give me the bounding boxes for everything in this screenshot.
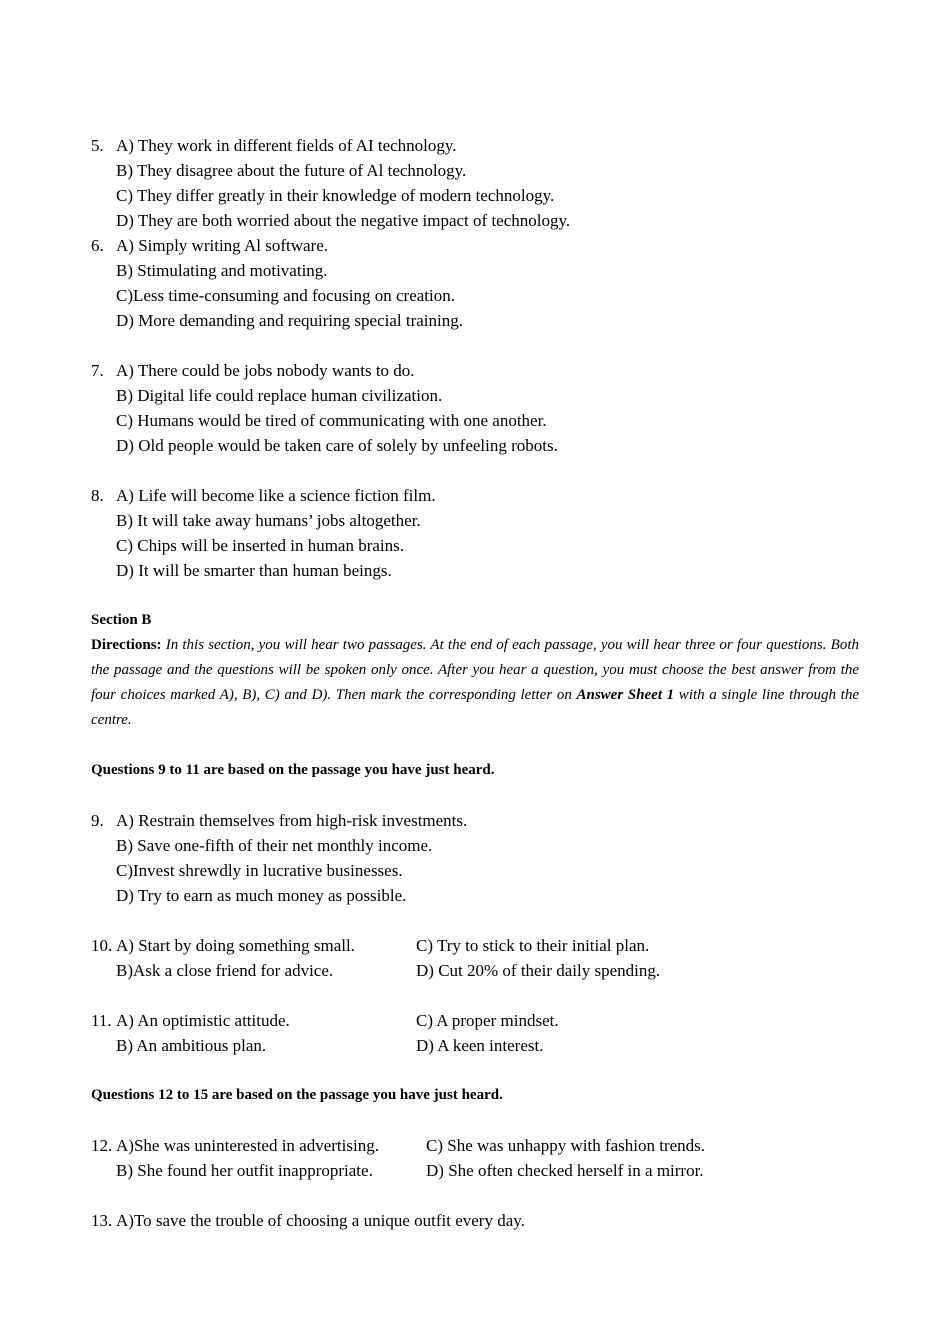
- option-a: A) Start by doing something small.: [116, 936, 355, 955]
- option-c: C) She was unhappy with fashion trends.: [426, 1136, 706, 1155]
- option-d: D) A keen interest.: [416, 1036, 544, 1055]
- exam-page: [91, 133, 859, 1233]
- option-b: B) Save one-fifth of their net monthly income.: [116, 836, 433, 855]
- option-d: D) They are both worried about the negative impact of technology.: [116, 211, 571, 230]
- option-a: A) There could be jobs nobody wants to do.: [116, 361, 415, 380]
- section-title: Section B: [91, 612, 152, 628]
- question-13: [91, 1208, 859, 1233]
- option-a: A) Simply writing Al software.: [116, 236, 329, 255]
- option-c: C) Try to stick to their initial plan.: [416, 936, 650, 955]
- option-c: C) They differ greatly in their knowledge of modern technology.: [116, 186, 555, 205]
- option-a: A) Life will become like a science fiction film.: [116, 486, 436, 505]
- question-12: [91, 1133, 859, 1158]
- option-a: A) They work in different fields of AI technology.: [116, 136, 457, 155]
- question-number: 9.: [91, 811, 104, 830]
- option-d: D) Cut 20% of their daily spending.: [416, 961, 661, 980]
- option-d: D) Try to earn as much money as possible.: [116, 886, 407, 905]
- question-10: [91, 933, 859, 958]
- question-number: 11.: [91, 1011, 112, 1030]
- question-number: 12.: [91, 1136, 113, 1155]
- question-number: 6.: [91, 236, 104, 255]
- group-heading-9-11: Questions 9 to 11 are based on the passage you have just heard.: [91, 762, 495, 778]
- option-b: B) Digital life could replace human civilization.: [116, 386, 443, 405]
- option-a: A) An optimistic attitude.: [116, 1011, 290, 1030]
- option-b: B) An ambitious plan.: [116, 1036, 267, 1055]
- option-b: B) Stimulating and motivating.: [116, 261, 328, 280]
- directions-text: In this section, you will hear two passages. At the end of each passage, you will hear three or four questions. Both the passage and the questions will be spoken only once. After you hear a question, you must choose the best answer from the four choices marked A), B), C) and D). Then mark the corresponding letter on: [91, 637, 859, 703]
- option-b: B) It will take away humans’ jobs altogether.: [116, 511, 421, 530]
- option-c: C) Chips will be inserted in human brains.: [116, 536, 405, 555]
- option-a: A)She was uninterested in advertising.: [116, 1136, 379, 1155]
- option-b: B)Ask a close friend for advice.: [116, 961, 334, 980]
- option-c: C) Humans would be tired of communicating with one another.: [116, 411, 547, 430]
- question-number: 13.: [91, 1211, 113, 1230]
- question-number: 8.: [91, 486, 104, 505]
- option-d: D) She often checked herself in a mirror.: [426, 1161, 704, 1180]
- question-7: [91, 358, 859, 383]
- option-a: A) Restrain themselves from high-risk investments.: [116, 811, 468, 830]
- question-number: 7.: [91, 361, 104, 380]
- group-heading-12-15: Questions 12 to 15 are based on the passage you have just heard.: [91, 1087, 503, 1103]
- directions: [91, 633, 859, 733]
- option-c: C)Invest shrewdly in lucrative businesses.: [116, 861, 403, 880]
- question-number: 10.: [91, 936, 113, 955]
- option-c: C) A proper mindset.: [416, 1011, 559, 1030]
- directions-label: Directions:: [91, 637, 162, 653]
- question-9: [91, 808, 859, 833]
- answer-sheet-label: Answer Sheet 1: [576, 687, 675, 703]
- question-number: 5.: [91, 136, 104, 155]
- question-8: [91, 483, 859, 508]
- option-a: A)To save the trouble of choosing a unique outfit every day.: [116, 1211, 525, 1230]
- option-c: C)Less time-consuming and focusing on creation.: [116, 286, 455, 305]
- question-11: [91, 1008, 859, 1033]
- directions-text-end: with a single line through the centre.: [91, 687, 860, 728]
- question-5: [91, 133, 859, 158]
- option-d: D) Old people would be taken care of solely by unfeeling robots.: [116, 436, 558, 455]
- question-6: [91, 233, 859, 258]
- option-d: D) More demanding and requiring special training.: [116, 311, 463, 330]
- option-b: B) She found her outfit inappropriate.: [116, 1161, 373, 1180]
- option-d: D) It will be smarter than human beings.: [116, 561, 392, 580]
- option-b: B) They disagree about the future of Al technology.: [116, 161, 467, 180]
